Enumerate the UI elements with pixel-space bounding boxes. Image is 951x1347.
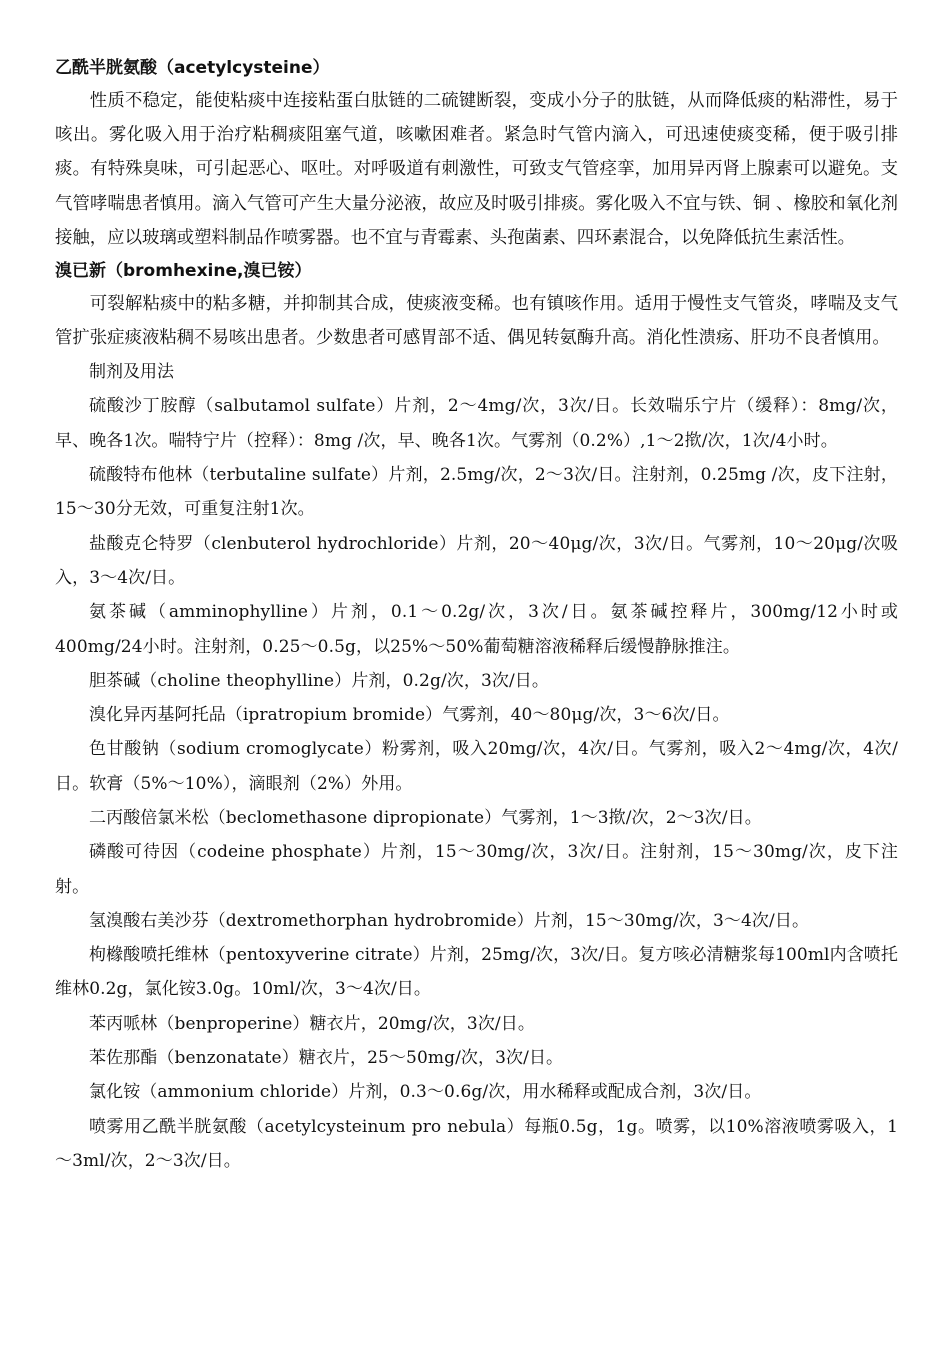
section-heading-acetylcysteine: 乙酰半胱氨酸（acetylcysteine） [55, 58, 330, 78]
preparation-entry: 二丙酸倍氯米松（beclomethasone dipropionate）气雾剂，1～3揿/次，2～3次/日。 [89, 807, 762, 828]
preparation-entry: 盐酸克仑特罗（clenbuterol hydrochloride）片剂，20～40μg/次，3次/日。气雾剂，10～20μg/次吸入，3～4次/日。 [55, 533, 898, 588]
preparation-entry: 硫酸特布他林（terbutaline sulfate）片剂，2.5mg/次，2～3次/日。注射剂，0.25mg /次，皮下注射，15～30分无效，可重复注射1次。 [55, 465, 898, 520]
preparation-entry: 溴化异丙基阿托品（ipratropium bromide）气雾剂，40～80μg/次，3～6次/日。 [89, 705, 730, 726]
preparations-title: 制剂及用法 [89, 362, 174, 383]
preparation-entry: 苯丙哌林（benproperine）糖衣片，20mg/次，3次/日。 [89, 1013, 535, 1034]
preparation-entry: 苯佐那酯（benzonatate）糖衣片，25～50mg/次，3次/日。 [89, 1048, 564, 1069]
preparation-entry: 胆茶碱（choline theophylline）片剂，0.2g/次，3次/日。 [89, 670, 550, 691]
preparation-entry: 磷酸可待因（codeine phosphate）片剂，15～30mg/次，3次/日。注射剂，15～30mg/次，皮下注射。 [55, 842, 898, 897]
preparation-entry: 色甘酸钠（sodium cromoglycate）粉雾剂，吸入20mg/次，4次/日。气雾剂，吸入2～4mg/次，4次/日。软膏（5%～10%），滴眼剂（2%）外用。 [55, 739, 898, 794]
document-page [55, 52, 898, 1178]
preparation-entry: 喷雾用乙酰半胱氨酸（acetylcysteinum pro nebula）每瓶0.5g，1g。喷雾，以10%溶液喷雾吸入，1～3ml/次，2～3次/日。 [55, 1116, 898, 1171]
preparation-entry: 氯化铵（ammonium chloride）片剂，0.3～0.6g/次，用水稀释或配成合剂，3次/日。 [89, 1082, 762, 1103]
preparation-entry: 氢溴酸右美沙芬（dextromethorphan hydrobromide）片剂，15～30mg/次，3～4次/日。 [89, 910, 810, 931]
section-body-bromhexine: 可裂解粘痰中的粘多糖，并抑制其合成，使痰液变稀。也有镇咳作用。适用于慢性支气管炎，哮喘及支气管扩张症痰液粘稠不易咳出患者。少数患者可感胃部不适、偶见转氨酶升高。消化性溃疡、肝功不良者慎用。 [55, 294, 898, 349]
preparation-entry: 氨茶碱（amminophylline）片剂，0.1～0.2g/次，3次/日。氨茶碱控释片，300mg/12小时或400mg/24小时。注射剂，0.25～0.5g，以25%～50%葡萄糖溶液稀释后缓慢静脉推注。 [55, 602, 898, 657]
preparation-entry: 枸橼酸喷托维林（pentoxyverine citrate）片剂，25mg/次，3次/日。复方咳必清糖浆每100ml内含喷托维林0.2g，氯化铵3.0g。10ml/次，3～4次/日。 [55, 945, 898, 1000]
section-body-acetylcysteine: 性质不稳定，能使粘痰中连接粘蛋白肽链的二硫键断裂，变成小分子的肽链，从而降低痰的粘滞性，易于咳出。雾化吸入用于治疗粘稠痰阻塞气道，咳嗽困难者。紧急时气管内滴入，可迅速使痰变稀，便于吸引排痰。有特殊臭味，可引起恶心、呕吐。对呼吸道有刺激性，可致支气管痉挛，加用异丙肾上腺素可以避免。支气管哮喘患者慎用。滴入气管可产生大量分泌液，故应及时吸引排痰。雾化吸入不宜与铁、铜 、橡胶和氧化剂接触，应以玻璃或塑料制品作喷雾器。也不宜与青霉素、头孢菌素、四环素混合，以免降低抗生素活性。 [55, 91, 898, 248]
preparation-entry: 硫酸沙丁胺醇（salbutamol sulfate）片剂，2～4mg/次，3次/日。长效喘乐宁片（缓释）：8mg/次，早、晚各1次。喘特宁片（控释）：8mg /次，早、晚各1次。气雾剂（0.2%）,1～2揿/次，1次/4小时。 [55, 396, 898, 451]
section-heading-bromhexine: 溴已新（bromhexine,溴已铵） [55, 261, 312, 282]
